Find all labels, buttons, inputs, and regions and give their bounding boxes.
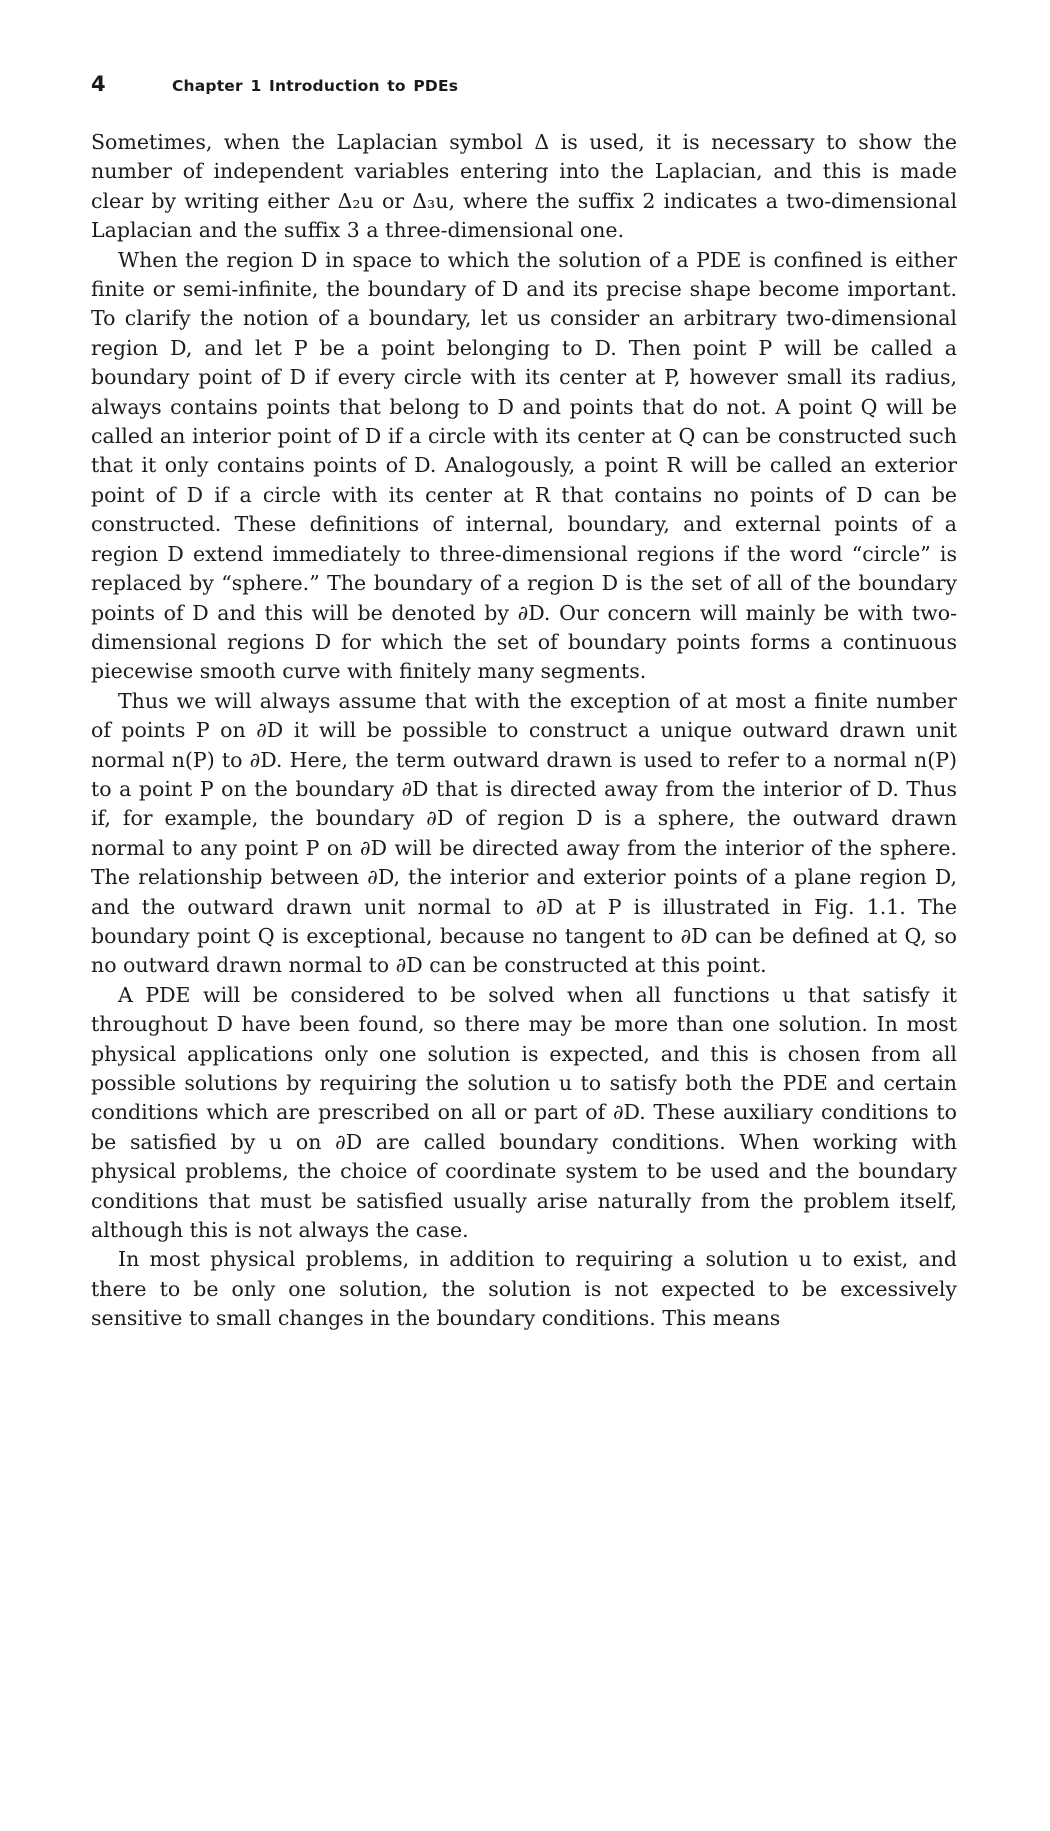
page-number: 4 bbox=[91, 72, 106, 96]
chapter-title: Chapter 1 Introduction to PDEs bbox=[171, 77, 459, 95]
paragraph-3: Thus we will always assume that with the exception of at most a finite number of points P on ∂D it will be possible to construct a unique outward drawn unit normal n(P) to ∂D. Here, the term outward drawn is used to refer to a normal n(P) to a point P on the boundary ∂D that is directed away from the interior of D. Thus if, for example, the boundary ∂D of region D is a sphere, the outward drawn normal to any point P on ∂D will be directed away from the interior of the sphere. The relationship between ∂D, the interior and exterior points of a plane region D, and the outward drawn unit normal to ∂D at P is illustrated in Fig. 1.1. The boundary point Q is exceptional, because no tangent to ∂D can be defined at Q, so no outward drawn normal to ∂D can be constructed at this point. bbox=[91, 688, 957, 978]
paragraph-4: A PDE will be considered to be solved when all functions u that satisfy it throughout D have been found, so there may be more than one solution. In most physical applications only one solution is expected, and this is chosen from all possible solutions by requiring the solution u to satisfy both the PDE and certain conditions which are prescribed on all or part of ∂D. These auxiliary conditions to be satisfied by u on ∂D are called boundary conditions. When working with physical problems, the choice of coordinate system to be used and the boundary conditions that must be satisfied usually arise naturally from the problem itself, although this is not always the case. bbox=[91, 982, 957, 1243]
paragraph-1: Sometimes, when the Laplacian symbol Δ is used, it is necessary to show the number of independent variables entering into the Laplacian, and this is made clear by writing either Δ₂u or Δ₃u, where the suffix 2 indicates a two-dimensional Laplacian and the suffix 3 a three-dimensional one. bbox=[91, 130, 957, 243]
body-text bbox=[91, 128, 957, 1334]
running-head bbox=[91, 72, 458, 96]
paragraph-2: When the region D in space to which the solution of a PDE is confined is either finite or semi-infinite, the boundary of D and its precise shape become important. To clarify the notion of a boundary, let us consider an arbitrary two-dimensional region D, and let P be a point belonging to D. Then point P will be called a boundary point of D if every circle with its center at P, however small its radius, always contains points that belong to D and points that do not. A point Q will be called an interior point of D if a circle with its center at Q can be constructed such that it only contains points of D. Analogously, a point R will be called an exterior point of D if a circle with its center at R that contains no points of D can be constructed. These definitions of internal, boundary, and external points of a region D extend immediately to three-dimensional regions if the word “circle” is replaced by “sphere.” The boundary of a region D is the set of all of the boundary points of D and this will be denoted by ∂D. Our concern will mainly be with two-dimensional regions D for which the set of boundary points forms a continuous piecewise smooth curve with finitely many segments. bbox=[91, 247, 957, 684]
paragraph-5: In most physical problems, in addition to requiring a solution u to exist, and there to be only one solution, the solution is not expected to be excessively sensitive to small changes in the boundary conditions. This means bbox=[91, 1247, 957, 1331]
